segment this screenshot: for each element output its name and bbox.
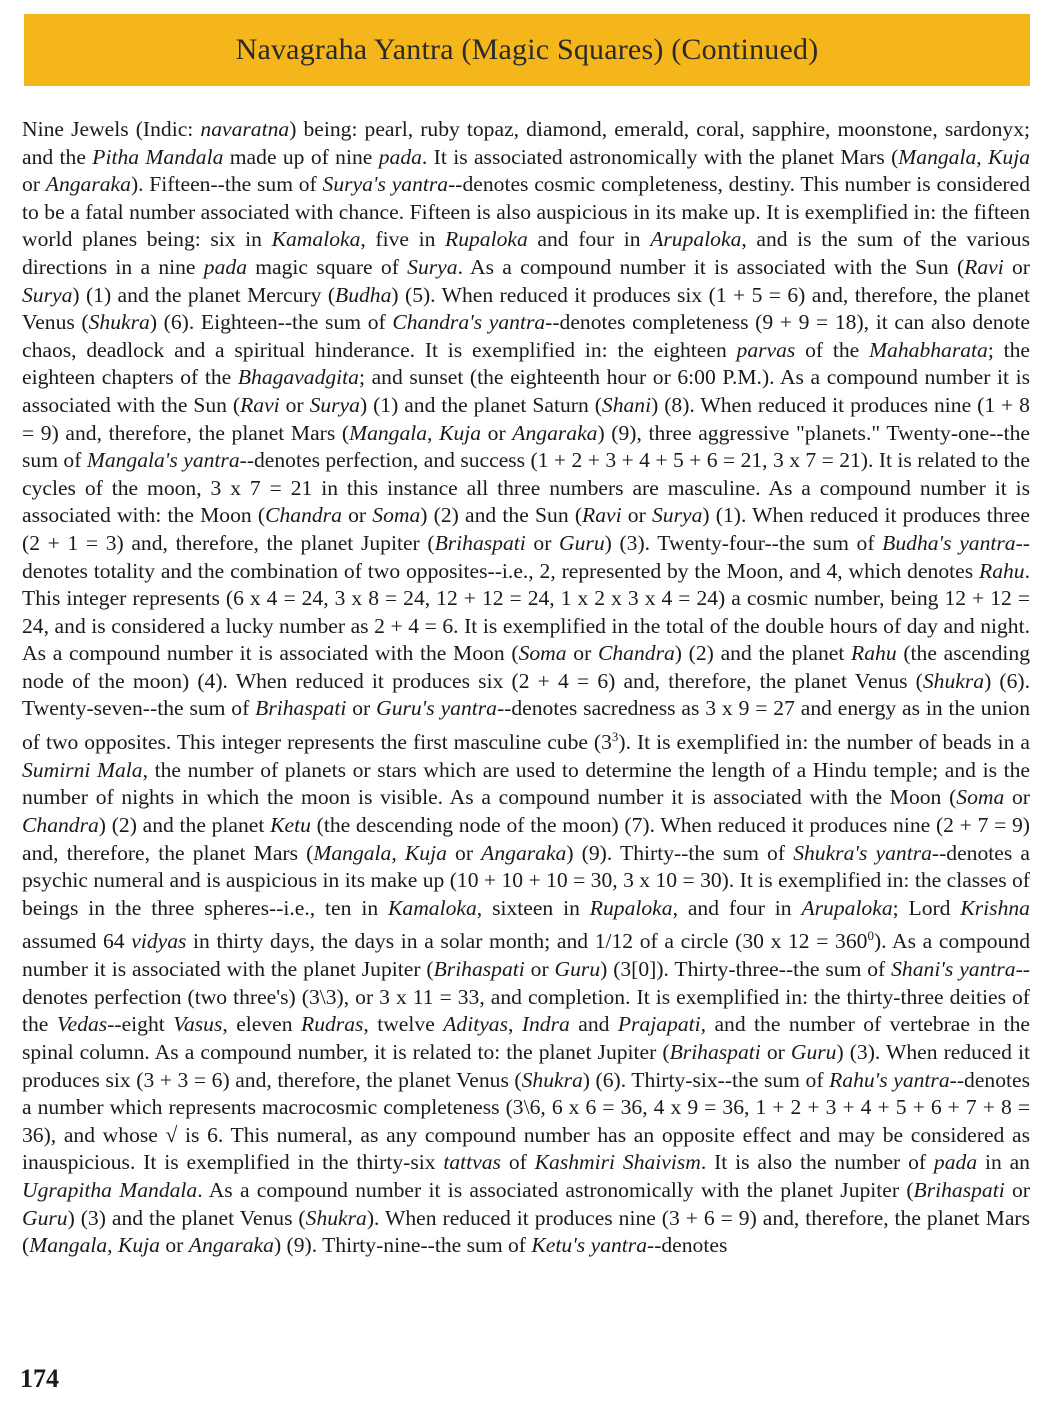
text-run: --eight <box>107 1012 174 1037</box>
italic-term: Budha's yantra <box>882 530 1016 555</box>
italic-term: Guru <box>559 530 605 555</box>
text-run: ) (8). When reduced it produces nine (1 + 8 = 9) and, therefore, the planet Mars ( <box>22 392 1030 445</box>
italic-term: Ketu <box>270 813 311 838</box>
italic-term: Arupaloka <box>650 227 742 252</box>
text-run: , <box>507 1012 522 1037</box>
text-run: ) (5). When reduced it produces six (1 + 5 = 6) and, therefore, the planet Venus ( <box>22 282 1030 335</box>
italic-term: Budha <box>335 282 392 307</box>
italic-term: Surya's yantra <box>322 172 449 197</box>
text-run: ). Fifteen--the sum of <box>130 172 323 197</box>
text-run: ) (2) and the planet <box>674 641 852 666</box>
text-run: or <box>760 1039 791 1064</box>
italic-term: Prajapati <box>617 1012 701 1037</box>
superscript: 0 <box>867 928 874 944</box>
text-run: --denotes <box>647 1233 728 1258</box>
italic-term: Arupaloka <box>801 895 893 920</box>
italic-term: Bhagavadgita <box>237 365 359 390</box>
text-run: or <box>524 957 555 982</box>
text-run: ) (3). When reduced it produces six (3 + 3 = 6) and, therefore, the planet Venus ( <box>22 1039 1030 1092</box>
italic-term: Chandra <box>265 503 342 528</box>
text-run: ) (1) and the planet Mercury ( <box>72 282 336 307</box>
italic-term: Rudras <box>301 1012 364 1037</box>
text-run: or <box>159 1233 189 1258</box>
text-run: --denotes totality and the combination of two opposites--i.e., 2, represented by the Moon, and 4, which denotes <box>22 530 1030 583</box>
text-run: in thirty days, the days in a solar month; and 1/12 of a circle (30 x 12 = 360 <box>186 929 868 954</box>
text-run: ) (6). Thirty-six--the sum of <box>582 1067 830 1092</box>
text-run: Nine Jewels (Indic: <box>22 117 201 141</box>
italic-term: Chandra <box>597 641 675 666</box>
italic-term: Angaraka <box>188 1233 274 1258</box>
italic-term: tattvas <box>443 1150 501 1175</box>
title-banner <box>24 14 1030 86</box>
text-run: or <box>1004 785 1030 810</box>
text-run: , and is the sum of the various directions in a nine <box>22 227 1030 279</box>
italic-term: Shukra <box>521 1067 583 1092</box>
text-run: ) (3[0]). Thirty-three--the sum of <box>600 957 892 982</box>
italic-term: Kamaloka <box>388 895 477 920</box>
page-number: 174 <box>20 1364 59 1393</box>
italic-term: Rahu's yantra <box>829 1067 950 1092</box>
italic-term: parvas <box>736 337 796 362</box>
italic-term: navaratna <box>200 117 290 141</box>
text-run: ). When reduced it produces nine (3 + 6 = 9) and, therefore, the planet Mars ( <box>22 1205 1030 1258</box>
text-run: , and the number of vertebrae in the spinal column. As a compound number, it is related to: the planet Jupiter ( <box>22 1012 1030 1064</box>
italic-term: Guru <box>554 957 601 982</box>
text-run: or <box>621 503 652 528</box>
italic-term: Soma <box>518 641 567 666</box>
italic-term: pada <box>378 144 422 169</box>
text-run: assumed 64 <box>22 929 132 954</box>
text-run: ). As a compound number it is associated with the planet Jupiter ( <box>22 929 1030 982</box>
italic-term: Shukra <box>88 310 150 335</box>
text-run: . It is associated astronomically with the planet Mars ( <box>421 144 899 169</box>
text-run: --denotes perfection (two three's) (3\3), or 3 x 11 = 33, and completion. It is exemplified in: the thirty-three deities of the <box>22 957 1030 1037</box>
italic-term: Ravi <box>240 392 280 417</box>
text-run: ) (1) and the planet Saturn ( <box>359 392 602 417</box>
text-run: or <box>341 503 373 528</box>
italic-term: Rahu <box>979 558 1025 583</box>
superscript: 3 <box>611 729 619 745</box>
text-run: (the descending node of the moon) (7). When reduced it produces nine (2 + 7 = 9) and, therefore, the planet Mars ( <box>22 813 1030 865</box>
text-run: and <box>569 1012 618 1037</box>
text-run: or <box>1003 254 1030 279</box>
text-run: in an <box>977 1150 1030 1175</box>
italic-term: Guru's yantra <box>376 696 497 721</box>
text-run: ) (6). Eighteen--the sum of <box>149 310 393 335</box>
text-run: , sixteen in <box>476 895 590 920</box>
italic-term: Shukra <box>305 1205 367 1230</box>
italic-term: Pitha Mandala <box>92 144 224 169</box>
text-run: ) (9). Thirty-nine--the sum of <box>273 1233 532 1258</box>
italic-term: pada <box>933 1150 978 1175</box>
italic-term: Chandra's yantra <box>392 310 546 335</box>
italic-term: Soma <box>372 503 421 528</box>
text-run: (the ascending node of the moon) (4). When reduced it produces six (2 + 4 = 6) and, therefore, the planet Venus ( <box>22 641 1030 693</box>
italic-term: Surya <box>22 282 73 307</box>
italic-term: Guru <box>22 1205 68 1230</box>
text-run: of the <box>795 337 870 362</box>
italic-term: Angaraka <box>481 840 567 865</box>
page-title: Navagraha Yantra (Magic Squares) (Continued) <box>235 33 819 66</box>
italic-term: Surya <box>651 503 703 528</box>
italic-term: Mangala, Kuja <box>29 1233 160 1258</box>
text-run: ) being: pearl, ruby topaz, diamond, emerald, coral, sapphire, moonstone, sardonyx; and the <box>22 117 1030 169</box>
italic-term: Brihaspati <box>255 696 347 721</box>
text-run: . As a compound number it is associated astronomically with the planet Jupiter ( <box>197 1177 914 1202</box>
italic-term: Angaraka <box>512 420 598 445</box>
text-run: --denotes a number which represents macrocosmic completeness (3\6, 6 x 6 = 36, 4 x 9 = 36, 1 + 2 + 3 + 4 + 5 + 6 + 7 + 8 = 36), and whose √ is 6. This numeral, as any compound number has an opposite effect and may be considered as inauspicious. It is exemplified in the thirty-six <box>22 1067 1030 1175</box>
italic-term: Ugrapitha Mandala <box>22 1177 198 1202</box>
italic-term: Brihaspati <box>913 1177 1005 1202</box>
text-run: ; and sunset (the eighteenth hour or 6:00 P.M.). As a compound number it is associated with the Sun ( <box>22 365 1031 417</box>
text-run: --denotes perfection, and success (1 + 2 + 3 + 4 + 5 + 6 = 21, 3 x 7 = 21). It is related to the cycles of the moon, 3 x 7 = 21 in this instance all three numbers are masculine. As a compound number it is associated with: the Moon ( <box>22 448 1031 528</box>
text-run: . This integer represents (6 x 4 = 24, 3 x 8 = 24, 12 + 12 = 24, 1 x 2 x 3 x 4 = 24) a cosmic number, being 12 + 12 = 24, and is considered a lucky number as 2 + 4 = 6. It is exemplified in the total of the double hours of day and night. As a compound number it is associated with the Moon ( <box>22 558 1030 666</box>
italic-term: Indra <box>521 1012 570 1037</box>
italic-term: Mahabharata <box>869 337 988 362</box>
text-run: ) (1). When reduced it produces three (2 + 1 = 3) and, therefore, the planet Jupiter ( <box>22 503 1030 555</box>
text-run: magic square of <box>246 254 408 279</box>
text-run: ) (9). Thirty--the sum of <box>566 840 794 865</box>
italic-term: Krishna <box>960 895 1030 920</box>
text-run: ) (3) and the planet Venus ( <box>67 1205 306 1230</box>
body-paragraph <box>22 116 1030 1260</box>
italic-term: Shani <box>601 392 652 417</box>
text-run: , five in <box>360 227 446 252</box>
italic-term: Brihaspati <box>433 957 525 982</box>
text-run: ; the eighteen chapters of the <box>22 337 1030 390</box>
italic-term: Rupaloka <box>445 227 528 252</box>
italic-term: Rahu <box>851 641 897 666</box>
text-run: or <box>481 420 513 445</box>
text-run: or <box>22 172 46 197</box>
text-run: , and four in <box>672 895 802 920</box>
text-run: of <box>500 1150 535 1175</box>
text-run: --denotes sacredness as 3 x 9 = 27 and energy as in the union of two opposites. This integer represents the first masculine cube (3 <box>22 696 1030 755</box>
italic-term: Brihaspati <box>669 1039 761 1064</box>
italic-term: Rupaloka <box>589 895 673 920</box>
text-run: or <box>346 696 377 721</box>
italic-term: Shani's yantra <box>891 957 1016 982</box>
text-run: --denotes cosmic completeness, destiny. This number is considered to be a fatal number associated with chance. Fifteen is also auspicious in its make up. It is exemplified in: the fifteen world planes being: six in <box>22 172 1030 252</box>
text-run: --denotes completeness (9 + 9 = 18), it can also denote chaos, deadlock and a spiritual hinderance. It is exemplified in: the eighteen <box>22 310 1030 362</box>
text-run: , twelve <box>363 1012 444 1037</box>
italic-term: Ravi <box>582 503 622 528</box>
text-run: ). It is exemplified in: the number of beads in a <box>618 730 1030 755</box>
italic-term: Kashmiri Shaivism <box>534 1150 701 1175</box>
text-run: ) (2) and the planet <box>98 813 271 838</box>
italic-term: Mangala, Kuja <box>313 840 447 865</box>
italic-term: Surya <box>407 254 458 279</box>
text-run: . As a compound number it is associated with the Sun ( <box>457 254 965 279</box>
italic-term: Vedas <box>56 1012 108 1037</box>
italic-term: Ravi <box>964 254 1004 279</box>
italic-term: Guru <box>790 1039 837 1064</box>
italic-term: Mangala, Kuja <box>349 420 482 445</box>
text-run: --denotes a psychic numeral and is auspicious in its make up (10 + 10 + 10 = 30, 3 x 10 = 30). It is exemplified in: the classes of beings in the three spheres--i.e., ten in <box>22 840 1030 920</box>
text-run: ; Lord <box>892 895 961 920</box>
italic-term: Sumirni Mala <box>22 757 143 782</box>
italic-term: Shukra's yantra <box>793 840 932 865</box>
italic-term: Shukra <box>922 668 985 693</box>
text-run: or <box>566 641 598 666</box>
text-run: or <box>1004 1177 1030 1202</box>
italic-term: Angaraka <box>45 172 131 197</box>
italic-term: Ketu's yantra <box>531 1233 647 1258</box>
italic-term: Chandra <box>22 813 99 838</box>
text-run: or <box>279 392 310 417</box>
italic-term: Adityas <box>443 1012 508 1037</box>
text-run: and four in <box>527 227 651 252</box>
italic-term: vidyas <box>131 929 187 954</box>
italic-term: Soma <box>956 785 1005 810</box>
italic-term: pada <box>203 254 247 279</box>
italic-term: Surya <box>309 392 360 417</box>
italic-term: Kamaloka <box>271 227 361 252</box>
text-run: or <box>446 840 482 865</box>
text-run: ) (9), three aggressive "planets." Twenty-one--the sum of <box>22 420 1030 473</box>
text-run: ) (2) and the Sun ( <box>420 503 583 528</box>
italic-term: Vasus <box>173 1012 223 1037</box>
italic-term: Brihaspati <box>434 530 526 555</box>
italic-term: Mangala, Kuja <box>898 144 1031 169</box>
text-run: ) (3). Twenty-four--the sum of <box>604 530 883 555</box>
text-run: made up of nine <box>223 144 379 169</box>
text-run: . It is also the number of <box>700 1150 934 1175</box>
text-run: ) (6). Twenty-seven--the sum of <box>22 668 1030 721</box>
text-run: or <box>525 530 560 555</box>
text-run: , the number of planets or stars which are used to determine the length of a Hindu temple; and is the number of nights in which the moon is visible. As a compound number it is associated with the Moon ( <box>22 757 1030 810</box>
text-run: , eleven <box>222 1012 301 1037</box>
italic-term: Mangala's yantra <box>86 448 240 473</box>
